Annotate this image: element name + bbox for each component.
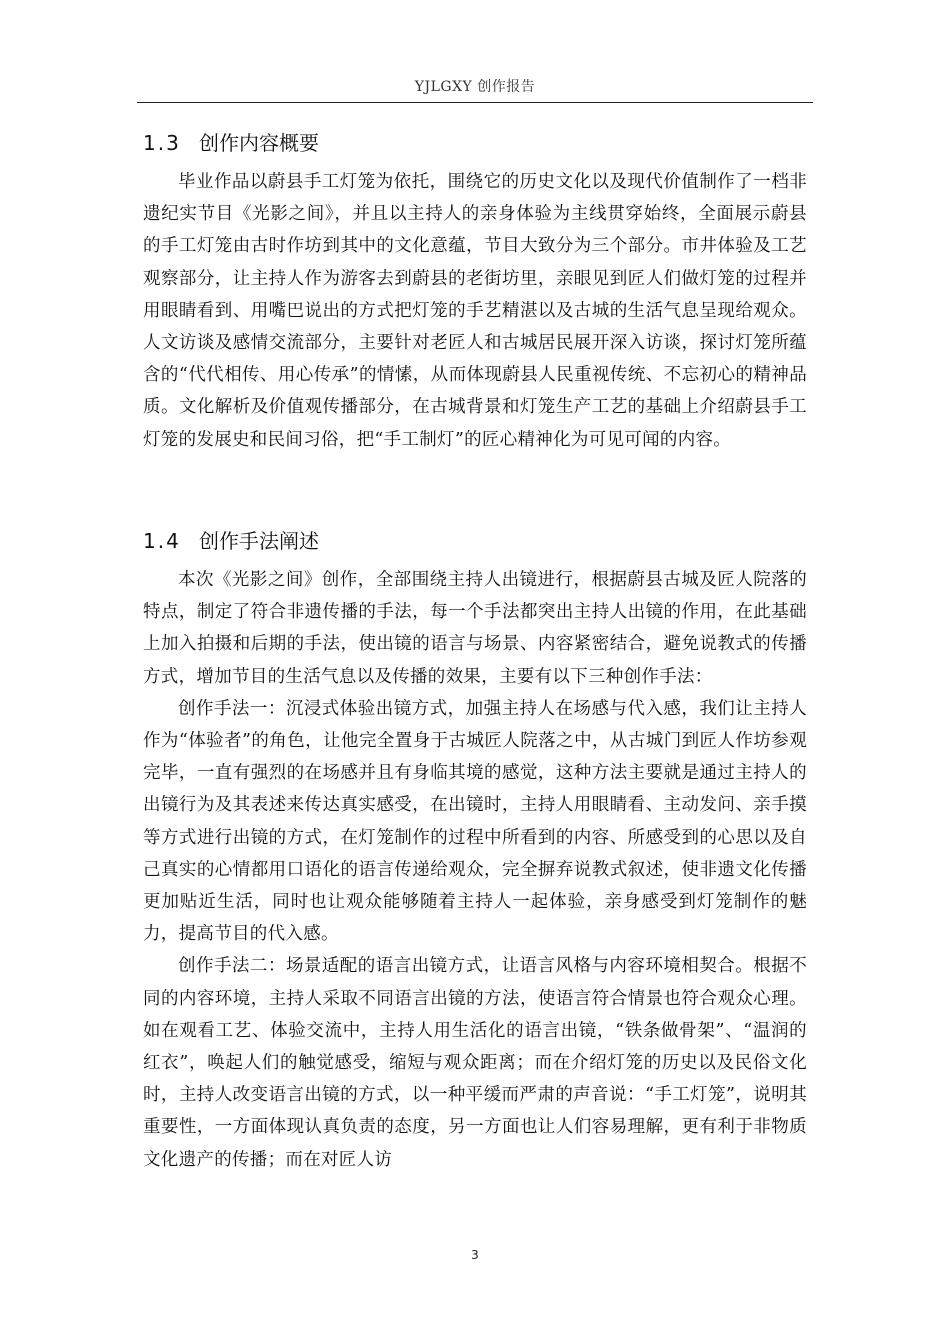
page-number: 3 bbox=[471, 1248, 479, 1262]
section-heading bbox=[143, 526, 807, 556]
section-heading bbox=[143, 128, 807, 158]
body-paragraph: 本次《光影之间》创作，全部围绕主持人出镜进行，根据蔚县古城及匠人院落的特点，制定了符合非遗传播的手法，每一个手法都突出主持人出镜的作用，在此基础上加入拍摄和后期的手法，使出镜的语言与场景、内容紧密结合，避免说教式的传播方式，增加节目的生活气息以及传播的效果，主要有以下三种创作手法： bbox=[143, 570, 807, 687]
section-title: 创作手法阐述 bbox=[199, 529, 319, 553]
body-paragraph: 创作手法一：沉浸式体验出镜方式，加强主持人在场感与代入感，我们让主持人作为“体验者”的角色，让他完全置身于古城匠人院落之中，从古城门到匠人作坊参观完毕，一直有强烈的在场感并且有身临其境的感觉，这种方法主要就是通过主持人的出镜行为及其表述来传达真实感受，在出镜时，主持人用眼睛看、主动发问、亲手摸等方式进行出镜的方式，在灯笼制作的过程中所看到的内容、所感受到的心思以及自己真实的心情都用口语化的语言传递给观众，完全摒弃说教式叙述，使非遗文化传播更加贴近生活，同时也让观众能够随着主持人一起体验，亲身感受到灯笼制作的魅力，提高节目的代入感。 bbox=[143, 698, 807, 945]
section-number: 1.3 bbox=[143, 131, 181, 155]
body-paragraph: 毕业作品以蔚县手工灯笼为依托，围绕它的历史文化以及现代价值制作了一档非遗纪实节目《光影之间》，并且以主持人的亲身体验为主线贯穿始终，全面展示蔚县的手工灯笼由古时作坊到其中的文化意蕴，节目大致分为三个部分。市井体验及工艺观察部分，让主持人作为游客去到蔚县的老街坊里，亲眼见到匠人们做灯笼的过程并用眼睛看到、用嘴巴说出的方式把灯笼的手艺精湛以及古城的生活气息呈现给观众。人文访谈及感情交流部分，主要针对老匠人和古城居民展开深入访谈，探讨灯笼所蕴含的“代代相传、用心传承”的情愫，从而体现蔚县人民重视传统、不忘初心的精神品质。文化解析及价值观传播部分，在古城背景和灯笼生产工艺的基础上介绍蔚县手工灯笼的发展史和民间习俗，把“手工制灯”的匠心精神化为可见可闻的内容。 bbox=[143, 172, 807, 450]
section-number: 1.4 bbox=[143, 529, 181, 553]
section-1-4 bbox=[143, 526, 807, 1176]
page-header: YJLGXY 创作报告 bbox=[137, 76, 813, 103]
section-1-3 bbox=[143, 128, 807, 456]
section-title: 创作内容概要 bbox=[199, 131, 319, 155]
body-paragraph: 创作手法二：场景适配的语言出镜方式，让语言风格与内容环境相契合。根据不同的内容环境，主持人采取不同语言出镜的方法，使语言符合情景也符合观众心理。如在观看工艺、体验交流中，主持人用生活化的语言出镜，“铁条做骨架”、“温润的红衣”，唤起人们的触觉感受，缩短与观众距离；而在介绍灯笼的历史以及民俗文化时，主持人改变语言出镜的方式，以一种平缓而严肃的声音说：“手工灯笼”，说明其重要性，一方面体现认真负责的态度，另一方面也让人们容易理解，更有利于非物质文化遗产的传播；而在对匠人访 bbox=[143, 956, 807, 1170]
